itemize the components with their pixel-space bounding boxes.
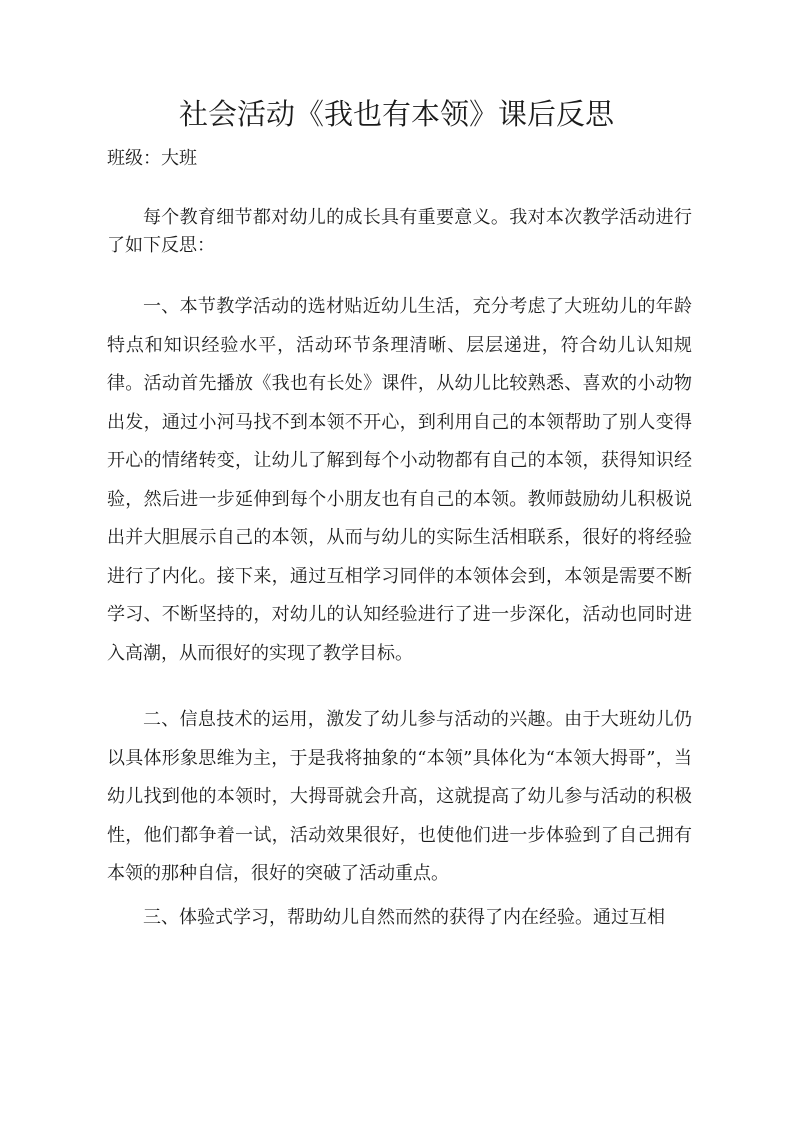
document-title: 社会活动《我也有本领》课后反思 xyxy=(178,97,614,131)
paragraph-three: 三、体验式学习，帮助幼儿自然而然的获得了内在经验。通过互相 xyxy=(143,907,665,928)
class-line: 班级：大班 xyxy=(107,148,197,169)
paragraph-intro: 每个教育细节都对幼儿的成长具有重要意义。我对本次教学活动进行了如下反思： xyxy=(107,207,692,256)
paragraph-one: 一、本节教学活动的选材贴近幼儿生活，充分考虑了大班幼儿的年龄特点和知识经验水平，活动环节条理清晰、层层递进，符合幼儿认知规律。活动首先播放《我也有长处》课件，从幼儿比较熟悉、喜欢的小动物出发，通过小河马找不到本领不开心，到利用自己的本领帮助了别人变得开心的情绪转变，让幼儿了解到每个小动物都有自己的本领，获得知识经验，然后进一步延伸到每个小朋友也有自己的本领。教师鼓励幼儿积极说出并大胆展示自己的本领，从而与幼儿的实际生活相联系，很好的将经验进行了内化。接下来，通过互相学习同伴的本领体会到，本领是需要不断学习、不断坚持的，对幼儿的认知经验进行了进一步深化，活动也同时进入高潮，从而很好的实现了教学目标。 xyxy=(107,296,692,664)
paragraph-two: 二、信息技术的运用，激发了幼儿参与活动的兴趣。由于大班幼儿仍以具体形象思维为主，于是我将抽象的“本领”具体化为“本领大拇哥”，当幼儿找到他的本领时，大拇哥就会升高，这就提高了幼儿参与活动的积极性，他们都争着一试，活动效果很好，也使他们进一步体验到了自己拥有本领的那种自信，很好的突破了活动重点。 xyxy=(107,709,692,884)
